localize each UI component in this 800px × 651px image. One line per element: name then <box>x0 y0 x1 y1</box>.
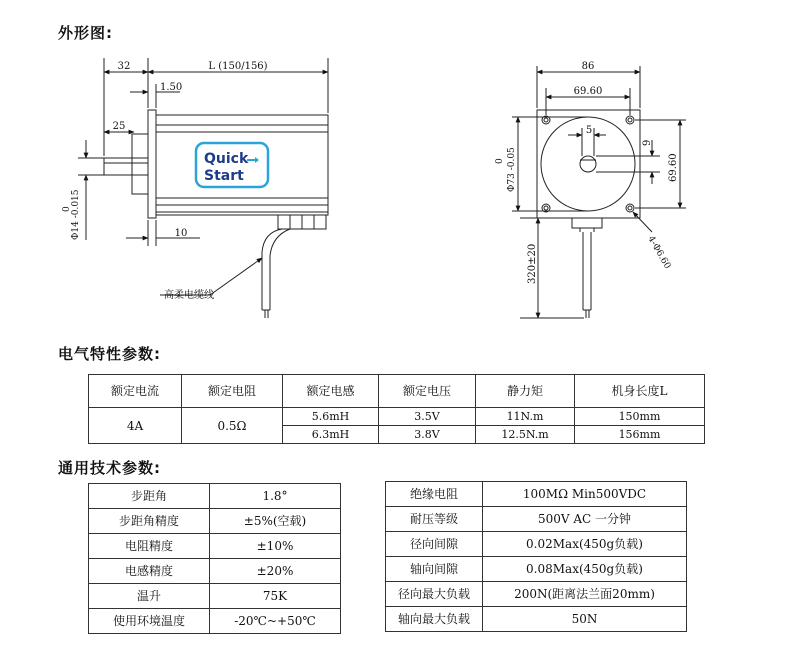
mount-hole <box>626 204 634 212</box>
param-value: 75K <box>210 584 341 609</box>
table-row <box>89 584 341 609</box>
quickstart-logo <box>196 143 268 187</box>
param-value: 100MΩ Min500VDC <box>483 482 687 507</box>
param-value: 1.8° <box>210 484 341 509</box>
dim-L: L (150/156) <box>208 61 268 72</box>
dim-5: 5 <box>585 125 593 136</box>
param-label: 径向最大负载 <box>386 582 483 607</box>
length-cell: 156mm <box>575 426 705 444</box>
table-row <box>89 609 341 634</box>
table-row <box>386 507 687 532</box>
logo-line2: Start <box>204 168 244 184</box>
header-length: 机身长度L <box>575 375 705 408</box>
pilot-tol-upper: 0 <box>495 158 505 164</box>
param-label: 耐压等级 <box>386 507 483 532</box>
table-row <box>89 509 341 534</box>
param-value: 0.02Max(450g负载) <box>483 532 687 557</box>
dim-1-50: 1.50 <box>160 82 183 93</box>
param-label: 步距角精度 <box>89 509 210 534</box>
front-view <box>512 66 686 318</box>
dim-320: 320±20 <box>527 243 538 284</box>
rated-current: 4A <box>89 408 182 444</box>
param-label: 绝缘电阻 <box>386 482 483 507</box>
table-row <box>386 557 687 582</box>
front-connector <box>572 218 602 228</box>
header-voltage: 额定电压 <box>379 375 476 408</box>
voltage-cell: 3.5V <box>379 408 476 426</box>
param-value: 0.08Max(450g负载) <box>483 557 687 582</box>
electrical-header-row <box>89 375 705 408</box>
electrical-heading: 电气特性参数: <box>58 345 161 363</box>
inductance-cell: 5.6mH <box>283 408 379 426</box>
general-table-right <box>385 481 687 632</box>
table-row <box>89 408 705 426</box>
param-value: 500V AC 一分钟 <box>483 507 687 532</box>
shaft-boss <box>132 134 148 194</box>
param-label: 电阻精度 <box>89 534 210 559</box>
electrical-table <box>88 374 705 444</box>
shaft-circle <box>580 156 596 172</box>
table-row <box>89 534 341 559</box>
param-label: 轴向间隙 <box>386 557 483 582</box>
table-row <box>89 559 341 584</box>
pilot-diameter: Φ73 -0.05 <box>507 147 517 192</box>
dim-86: 86 <box>581 61 595 72</box>
dim-69-60-horizontal: 69.60 <box>573 86 603 97</box>
dim-32: 32 <box>117 61 131 72</box>
param-value: ±5%(空载) <box>210 509 341 534</box>
mount-hole <box>626 116 634 124</box>
outline-heading: 外形图: <box>58 24 113 42</box>
torque-cell: 11N.m <box>476 408 575 426</box>
inductance-cell: 6.3mH <box>283 426 379 444</box>
param-value: ±20% <box>210 559 341 584</box>
param-value: ±10% <box>210 534 341 559</box>
length-cell: 150mm <box>575 408 705 426</box>
param-value: 200N(距离法兰面20mm) <box>483 582 687 607</box>
hole-callout: 4-Φ6.60 <box>645 234 673 271</box>
motor-flange <box>148 110 156 218</box>
dim-10: 10 <box>174 228 188 239</box>
dim-69-60-vertical: 69.60 <box>668 153 679 182</box>
cable <box>262 229 282 310</box>
table-row <box>386 482 687 507</box>
cable-label: 高柔电缆线 <box>164 290 214 301</box>
param-label: 轴向最大负载 <box>386 607 483 632</box>
table-row <box>386 607 687 632</box>
rated-resistance: 0.5Ω <box>182 408 283 444</box>
header-resistance: 额定电阻 <box>182 375 283 408</box>
table-row <box>386 532 687 557</box>
shaft-diameter: Φ14 -0.015 <box>71 189 81 240</box>
param-label: 步距角 <box>89 484 210 509</box>
param-label: 使用环境温度 <box>89 609 210 634</box>
header-current: 额定电流 <box>89 375 182 408</box>
dim-9: 9 <box>642 139 653 146</box>
voltage-cell: 3.8V <box>379 426 476 444</box>
param-label: 径向间隙 <box>386 532 483 557</box>
param-value: -20℃~+50℃ <box>210 609 341 634</box>
shaft-tol-upper: 0 <box>62 206 72 212</box>
header-torque: 静力矩 <box>476 375 575 408</box>
param-label: 温升 <box>89 584 210 609</box>
motor-shaft <box>104 158 148 175</box>
header-inductance: 额定电感 <box>283 375 379 408</box>
param-label: 电感精度 <box>89 559 210 584</box>
table-row <box>386 582 687 607</box>
dim-25: 25 <box>112 121 126 132</box>
table-row <box>89 484 341 509</box>
param-value: 50N <box>483 607 687 632</box>
general-table-left <box>88 483 341 634</box>
torque-cell: 12.5N.m <box>476 426 575 444</box>
logo-line1: Quick <box>204 151 249 167</box>
general-heading: 通用技术参数: <box>58 459 161 477</box>
